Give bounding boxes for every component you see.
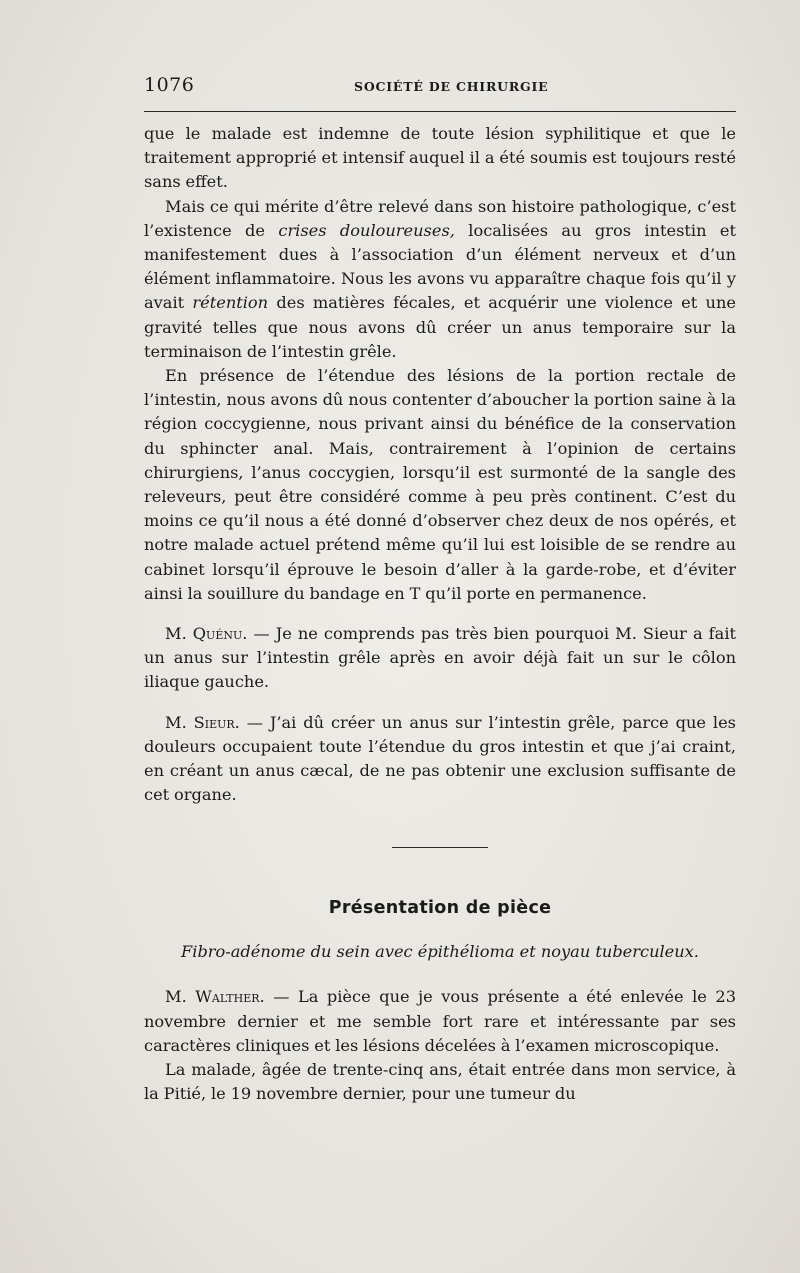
- text-run: des matières fécales, et acquérir une violence et une gravité telles que nous avons dû créer un anus temporaire sur la terminaison de l’intestin grêle.: [144, 293, 736, 361]
- page-header: [144, 74, 736, 102]
- text-run: — La pièce que je vous présente a été enlevée le 23 novembre dernier et me semble fort rare et intéressante par ses caractères cliniques et les lésions décelées à l’examen microscopique.: [144, 987, 736, 1055]
- text-run: Mais ce qui mérite d’être relevé dans son histoire pathologique, c’est l’existence de: [144, 196, 736, 240]
- section-title: Présentation de pièce: [328, 898, 552, 919]
- text-run: — Je ne comprends pas très bien pourquoi M. Sieur a fait un anus sur l’intestin grêle après en avoir déjà fait un sur le côlon iliaque gauche.: [144, 624, 736, 692]
- page-number: 1076: [144, 74, 195, 96]
- paragraph-lesions: En présence de l’étendue des lésions de la portion rectale de l’intestin, nous avons dû nous contenter d’aboucher la portion saine à la région coccygienne, nous privant ainsi du bénéfice de la conservation du sphincter anal. Mais, contrairement à l’opinion de certains chirurgiens, l’anus coccygien, lorsqu’il est surmonté de la sangle des releveurs, peut être considéré comme à peu près continent. C’est du moins ce qu’il nous a été donné d’observer chez deux de nos opérés, et notre malade actuel prétend même qu’il lui est loisible de se rendre au cabinet lorsqu’il éprouve le besoin d’aller à la garde-robe, et d’éviter ainsi la souillure du bandage en T qu’il porte en permanence.: [144, 366, 736, 603]
- running-head: SOCIÉTÉ DE CHIRURGIE: [354, 79, 549, 94]
- paragraph-history: [144, 195, 736, 364]
- text-run: localisées au gros intestin et manifestement dues à l’association d’un élément nerveux et d’un élément inflammatoire. Nous les avons vu apparaître chaque fois qu’il y avait: [144, 220, 736, 313]
- header-rule: [144, 111, 736, 112]
- paragraph-queny: [144, 622, 736, 695]
- paragraph-walther: [144, 985, 736, 1058]
- page-content: [144, 74, 736, 1107]
- text-run: — J’ai dû créer un anus sur l’intestin grêle, parce que les douleurs occupaient toute l’étendue du gros intestin et que j’ai craint, en créant un anus cæcal, de ne pas obtenir une exclusion suffisante de cet organe.: [144, 712, 736, 805]
- speaker-sieur: M. Sieur.: [165, 712, 240, 732]
- section-divider: [392, 847, 488, 848]
- paragraph-sieur: [144, 711, 736, 808]
- section-subtitle: Fibro-adénome du sein avec épithélioma et noyau tuberculeux.: [181, 942, 699, 962]
- italic-crises: crises douloureuses,: [278, 220, 455, 240]
- speaker-queny: M. Quénu.: [165, 624, 248, 644]
- paragraph-patient: La malade, âgée de trente-cinq ans, était entrée dans mon service, à la Pitié, le 19 novembre dernier, pour une tumeur du: [144, 1060, 736, 1104]
- paragraph-continuation: que le malade est indemne de toute lésion syphilitique et que le traitement approprié et intensif auquel il a été soumis est toujours resté sans effet.: [144, 124, 736, 192]
- italic-retention: rétention: [192, 293, 269, 313]
- speaker-walther: M. Walther.: [165, 987, 265, 1007]
